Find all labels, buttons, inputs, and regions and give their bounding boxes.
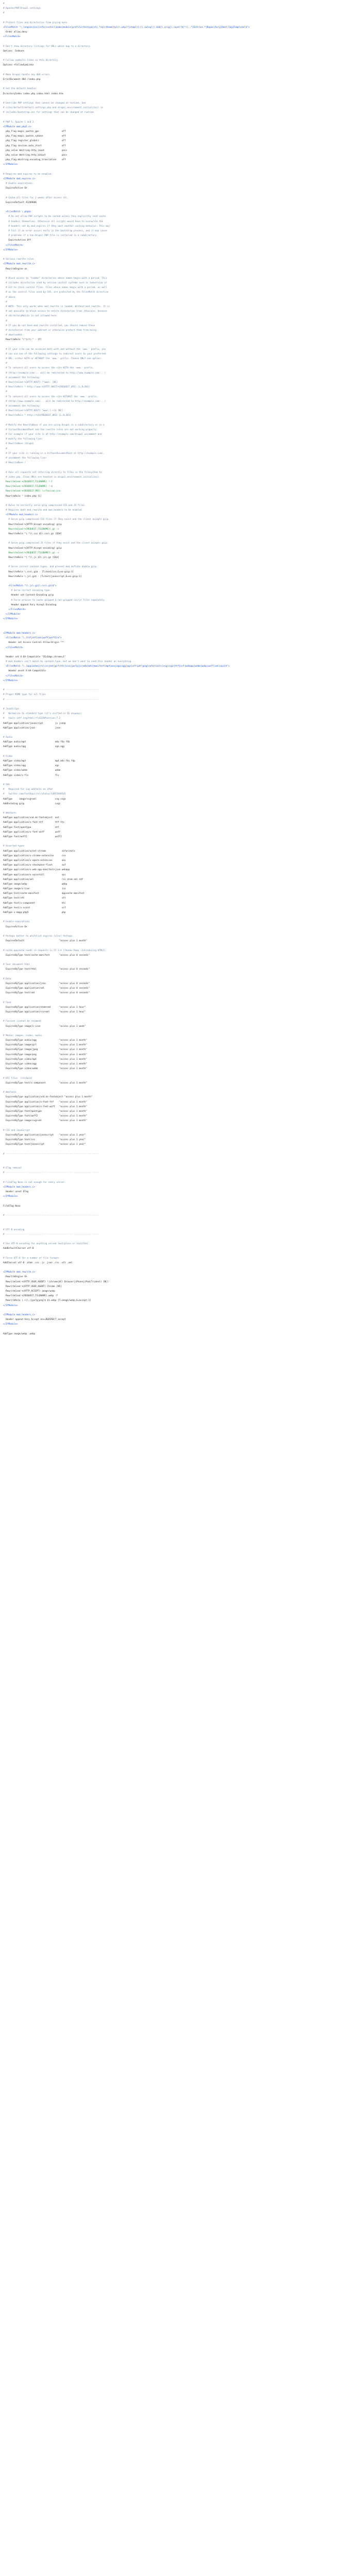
comment-line: # HTC files (css3pie) [3,1077,32,1080]
directive-line: ExpiresByType image/png "access plus 1 month" [3,1053,87,1056]
tag-line: </FilesMatch> [3,608,26,611]
tag-line: <FilesMatch "\.(engine|inc|info|install|make|module|profile|test|po|sh|.*sql|theme|tpl(\.php)?|xtmpl)(~|\.sw[op]|\.bak|\.orig|\.save)?$|^(\..*|Entries.*|Repository|Root|Tag|Template)$"> [3,26,250,29]
tag-line: <IfModule mod_headers.c> [3,632,36,635]
blank-line [3,702,339,707]
comment-line: # directories from your webroot or otherwise protect them from being [3,329,97,332]
directive-line: ExpiresDefault A1209600 [3,201,37,204]
blank-line [3,205,339,210]
blank-line [3,96,339,101]
tag-line: </FilesMatch> [3,674,23,677]
tag-line: </IfModule> [3,248,18,251]
comment-line: # Modify the RewriteBase if you are using Drupal in a subdirectory or in a [3,423,105,427]
comment-line: # headers themselves. Otherwise all scripts would have to overwrite the [3,220,104,223]
directive-line: AddType text/vtt vtt [3,897,66,900]
directive-line: ExpiresByType application/xml "access plus 0 seconds" [3,987,90,990]
directive-line: ExpiresByType image/svg+xml "access plus 1 month" [3,1120,87,1123]
blank-line [3,1218,339,1223]
comment-line: # Data [3,977,11,980]
directive-line: ExpiresByType text/xml "access plus 0 seconds" [3,992,90,995]
blank-line [3,499,339,503]
directive-line: AddType text/cache-manifest appcache manifest [3,892,84,895]
blank-line [3,1071,339,1076]
comment-line: # [3,319,7,323]
tag-line: </IfModule> [3,1304,18,1307]
directive-line: ExpiresActive On [3,925,27,928]
comment-line: # ---------------------------------------------------------------------- [3,1172,99,1175]
directive-line: RewriteCond %{REQUEST_URI} !=/favicon.ico [3,490,61,493]
comment-line: # mod_headers can't match by content-type, but we don't want to send this header on everything... [3,660,135,664]
directive-line: RewriteCond %{REQUEST_FILENAME}.webp -f [3,1295,58,1298]
blank-line [3,943,339,948]
directive-line: AddType image/webp webp [3,883,67,886]
comment-line: # RewriteBase /drupal [3,443,34,446]
comment-line: # Favicon (cannot be renamed) [3,1020,42,1023]
comment-line: # RewriteRule ^ http://%1%{REQUEST_URI} [L,R=301] [3,414,71,417]
comment-line: # For example if your site is at http://example.com/drupal uncomment and [3,433,102,436]
comment-line: # problems if a non-Drupal PHP file is installed in a subdirectory. [3,234,98,238]
tag-line: </IfModule> [3,163,18,166]
comment-line: # PHP 5, Apache 1 and 2. [3,121,36,124]
directive-line: ExpiresByType font/woff2 "access plus 1 month" [3,1115,87,1118]
comment-line: # index.php. Clean URLs are handled in drupal_environment_initialize(). [3,476,100,479]
directive-line: ExpiresByType image/gif "access plus 1 month" [3,1044,87,1047]
comment-line: # Feed [3,1001,11,1004]
comment-line: # Media: images, video, audio [3,1034,42,1037]
tag-line: <FilesMatch "\.(appcache|crx|css|eot|gif|htc|ico|jpe?g|js|m4a|m4v|manifest|mp4|oex|oga|ogg|ogv|otf|pdf|png|safariextz|svg|svgz|ttf|vcf|webapp|webm|webp|woff|xml|xpi)$"> [3,665,230,668]
blank-line [3,1176,339,1180]
comment-line: # above. [3,296,16,299]
comment-line: # Enable expirations [3,921,30,924]
tag-line: </IfModule> [3,618,18,621]
tag-line: <IfModule mod_headers.c> [3,1185,36,1189]
directive-line: RewriteCond %{HTTP_USER_AGENT} Chrome [NC] [3,1285,62,1288]
directive-line: AddType application/javascript js jsonp [3,722,66,725]
directive-line: ExpiresByType text/css "access plus 1 year" [3,1139,86,1141]
directive-line: AddType application/x-chrome-extension crx [3,854,66,857]
directive-line: AddType video/x-flv flv [3,774,59,777]
comment-line: # [3,300,7,303]
comment-line: # To redirect all users to access the site WITHOUT the 'www.' prefix, [3,395,98,398]
directive-line: ExpiresByType text/cache-manifest "access plus 0 seconds" [3,954,90,957]
blank-line [3,972,339,976]
comment-line: # Your document html [3,963,30,967]
directive-line: AddType audio/mp4 m4a f4a f4b [3,741,70,744]
tag-line: </IfModule> [3,1195,18,1198]
comment-line: # (http://www.example.com/... will be redirected to http://example.com/...) [3,400,106,403]
blank-line [3,465,339,470]
directive-line: ExpiresByType application/javascript "access plus 1 year" [3,1133,86,1137]
blank-line [3,343,339,347]
directive-line: ExpiresByType application/x-font-woff "access plus 1 month" [3,1105,87,1108]
directive-line: RewriteCond %{HTTP:Accept-encoding} gzip [3,547,62,550]
comment-line: # Git to store control files. Files whose names begin with a period, as well [3,286,107,290]
comment-line: # not possible to block access to entire directories from .htaccess, because [3,310,107,313]
directive-line: ExpiresByType text/html "access plus 0 seconds" [3,968,90,971]
directive-line: RewriteRule (.+)\.(jpe?g|png)$ $1.webp [T=image/webp,E=accept:1] [3,1299,91,1302]
directive-line: RewriteRule \.css\.gz$ - [T=text/css,E=no-gzip:1] [3,570,74,573]
comment-line: # Don't show directory listings for URLs which map to a directory. [3,45,91,48]
comment-line: # If your site can be accessed both with and without the 'www.' prefix, you [3,348,106,351]
blank-line [3,1237,339,1242]
directive-line: RewriteRule ^ index.php [L] [3,495,42,498]
comment-line: # Serve correct content types, and prevent mod_deflate double gzip. [3,566,98,569]
blank-line [3,1014,339,1019]
comment-line: # RewriteCond %{HTTP_HOST} ^www\.(.+)$ [NC] [3,410,63,413]
comment-line: # fail if an error occurs early in the bootstrap process, and it may cause [3,230,107,232]
comment-line: # JavaScript [3,707,20,710]
directive-line: ExpiresByType application/x-font-ttf "access plus 1 month" [3,1100,87,1104]
directive-line: AddType video/mp4 mp4 m4v f4v f4p [3,760,75,762]
comment-line: # includes directories used by version control systems such as Subversion or [3,282,107,285]
directive-line: AddType application/x-font-woff woff [3,831,61,834]
comment-line: # (http://example.com/... will be redirected to http://www.example.com/...) [3,371,106,375]
comment-line: # Pass all requests not referring directly to files in the filesystem to [3,471,102,474]
comment-line: # Follow symbolic links in this directory. [3,59,59,62]
directive-line: ExpiresDefault "access plus 1 month" [3,940,87,943]
blank-line [3,1223,339,1227]
comment-line: # Apache/PHP/Drupal settings: [3,7,42,10]
directive-line: Header append Vary Accept-Encoding [3,603,57,606]
comment-line: # Serve correct encoding type. [3,589,52,592]
directive-line: AddType application/x-font-ttf ttf ttc [3,821,64,824]
directive-line: php_value mbstring.http_output pass [3,154,67,157]
directive-line: AddType application/xml rss atom xml rdf [3,878,83,881]
directive-line: ExpiresByType image/x-icon "access plus 1 week" [3,1025,86,1028]
blank-line [3,622,339,626]
comment-line: # Requires mod_expires to be enabled. [3,173,53,176]
blank-line [3,1209,339,1213]
directive-line: Header set Access-Control-Allow-Origin "*" [3,641,64,645]
tag-line: </FilesMatch> [3,244,23,247]
comment-line: # [3,3,5,5]
directive-line: ExpiresByType application/atom+xml "access plus 1 hour" [3,1006,86,1009]
directive-line: ExpiresByType video/ogg "access plus 1 month" [3,1063,87,1065]
tag-line: <FilesMatch "(\.js\.gz|\.css\.gz)$"> [3,585,57,588]
directive-line: Header set Content-Encoding gzip [3,594,54,597]
directive-line: AddType image/x-icon ico [3,888,66,891]
blank-line [3,1086,339,1090]
comment-line: # Video [3,755,13,758]
comment-line: # can use one of the following settings to redirect users to your preferred [3,352,106,355]
directive-line: php_flag magic_quotes_gpc off [3,130,66,133]
comment-line: # ETag removal [3,1167,22,1170]
directive-line: AddType text/x-vcard vcf [3,906,66,909]
comment-line: # ---------------------------------------------------------------------- [3,1214,99,1217]
comment-line: # twitter.com/FontSquirrel/status/14855840545 [3,793,66,796]
comment-line: # tools.ietf.org/html/rfc4329#section-7.2 [3,717,61,720]
comment-line: # as the control files used by CVS, are protected by the FilesMatch directive [3,291,109,294]
directive-line: Header append Vary Accept env=REDIRECT_accept [3,1318,66,1321]
directive-line: ErrorDocument 404 /index.php [3,78,41,81]
comment-line: # Serve gzip compressed JS files if they exist and the client accepts gzip. [3,542,109,545]
blank-line [3,915,339,920]
blank-line [3,1199,339,1204]
directive-line: ExpiresByType application/json "access plus 0 seconds" [3,982,90,985]
directive-line: RewriteCond %{REQUEST_FILENAME} !-d [3,485,53,488]
directive-line: ExpiresByType application/vnd.ms-fontobject "access plus 1 month" [3,1096,93,1099]
comment-line: # Cache all files for 2 weeks after access (A). [3,196,69,199]
comment-line: # ---------------------------------------------------------------------- [3,1153,99,1156]
comment-line: # UTF-8 encoding [3,1228,25,1231]
directive-line: AddType application/x-web-app-manifest+json webapp [3,869,70,872]
tag-line: <IfModule mod_rewrite.c> [3,263,36,266]
comment-line: # Serve gzip compressed CSS files if they exist and the client accepts gzip. [3,518,110,521]
comment-line: # Perhaps better to whitelist expires rules? Perhaps. [3,935,74,938]
directive-line: AddType application/json json [3,726,61,730]
directive-line: RewriteRule ^(.*)\.js $1\.js\.gz [QSA] [3,556,59,559]
comment-line: # [3,12,5,15]
comment-line: # uncomment the following: [3,404,41,408]
directive-line: php_flag mbstring.encoding_translation off [3,159,66,162]
comment-line: # RewriteBase / [3,462,26,465]
comment-line: # URL, either WITH or WITHOUT the 'www.' prefix. Choose ONLY one option: [3,358,102,361]
directive-line: AddType image/svg+xml svg svgz [3,798,66,801]
comment-line: # CSS and JavaScript [3,1129,30,1132]
blank-line [3,1157,339,1161]
comment-line: # Do not allow PHP scripts to be cached unless they explicitly send cache [3,215,106,218]
directive-line: ExpiresByType font/opentype "access plus 1 month" [3,1110,87,1113]
comment-line: # FileETag None is not enough for every server. [3,1181,66,1184]
blank-line [3,839,339,844]
directive-line: RewriteCond %{HTTP_ACCEPT} image/webp [3,1290,55,1293]
comment-line: # Force UTF-8 for a number of file formats [3,1257,59,1260]
comment-line: # NOTE: This only works when mod_rewrite is loaded. Without mod_rewrite, it is [3,306,110,308]
blank-line [3,115,339,120]
comment-line: # cache.appcache needs re-requests in FF 3.6 (thanks Remy ~Introducing HTML5) [3,949,106,952]
directive-line: ExpiresByType application/rss+xml "access plus 1 hour" [3,1010,86,1013]
directive-line: RewriteRule \.js\.gz$ - [T=text/javascript,E=no-gzip:1] [3,575,82,578]
directive-line: RewriteCond %{HTTP_USER_AGENT} !(chrome|UC\ Browser|iPhone|iPad|Trident) [NC] [3,1280,109,1283]
directive-line: ExpiresByType text/javascript "access plus 1 year" [3,1143,86,1146]
comment-line: # VirtualDocumentRoot and the rewrite rules are not working properly. [3,428,98,431]
blank-line [3,750,339,754]
comment-line: # ---------------------------------------------------------------------- [3,689,99,692]
directive-line: ExpiresByType audio/ogg "access plus 1 month" [3,1039,87,1042]
blank-line [3,1265,339,1270]
blank-line [3,536,339,541]
blank-line [3,1327,339,1332]
blank-line [3,167,339,172]
directive-line: AddType font/woff2 woff2 [3,836,62,838]
directive-line: Options +FollowSymLinks [3,64,34,67]
directive-line: RewriteCond %{REQUEST_FILENAME}\.gz -s [3,528,59,531]
comment-line: # To redirect all users to access the site WITH the 'www.' prefix, [3,367,94,370]
tag-line: </IfModule> [3,613,21,616]
blank-line [3,82,339,87]
comment-line: # [3,362,7,365]
comment-line: # headers set by mod_expires if they want another caching behavior. This may [3,225,110,228]
directive-line: RewriteCond %{REQUEST_FILENAME}\.gz -s [3,551,59,554]
blank-line [3,995,339,1000]
directive-line: RewriteCond %{REQUEST_FILENAME} !-f [3,480,53,483]
directive-line: ExpiresActive On [3,187,27,190]
blank-line [3,778,339,783]
comment-line: # [3,447,7,450]
blank-line [3,579,339,584]
directive-line: AddType application/x-shockwave-flash swf [3,864,66,867]
directive-line: ExpiresActive Off [3,239,31,242]
comment-line: # uncomment the following line: [3,457,47,460]
blank-line [3,958,339,962]
directive-line: AddType application/vnd.ms-fontobject eot [3,817,59,820]
blank-line [3,1147,339,1151]
directive-line: php_flag register_globals off [3,140,66,143]
tag-line: </FilesMatch> [3,646,23,649]
blank-line [3,54,339,58]
tag-line: </IfModule> [3,679,18,682]
tag-line: <IfModule mod_rewrite.c> [3,1271,36,1274]
comment-line: # Force proxies to cache gzipped & non-gzipped css/js files separately. [3,599,106,602]
directive-line: AddType x-mapp-php5 php [3,911,66,914]
directive-line: Options -Indexes [3,49,25,53]
blank-line [3,1251,339,1256]
directive-line: AddType font/opentype otf [3,826,59,829]
blank-line [3,252,339,257]
comment-line: # Protect files and directories from prying eyes. [3,21,69,24]
directive-line: RewriteRule ^(.*)\.css $1\.css\.gz [QSA] [3,533,62,535]
blank-line [3,68,339,73]
comment-line: # Assorted types [3,845,25,848]
directive-line: AddType application/x-opera-extension oex [3,859,66,862]
blank-line [3,1308,339,1313]
comment-line: # Make Drupal handle any 404 errors. [3,73,52,76]
blank-line [3,1123,339,1128]
directive-line: Header unset ETag [3,1191,29,1194]
directive-line: ExpiresByType video/webm "access plus 1 month" [3,1067,87,1071]
directive-line: DirectoryIndex index.php index.html index.htm [3,92,63,95]
comment-line: # If you do not have mod_rewrite installed, you should remove these [3,324,95,327]
blank-line [3,16,339,21]
directive-line: AddType audio/ogg oga ogg [3,745,64,749]
blank-line [3,272,339,276]
comment-line: # ---------------------------------------------------------------------- [3,1233,99,1236]
comment-line: # Enable expirations. [3,182,34,185]
comment-line: # modify the following line: [3,438,43,441]
comment-line: # Rules to correctly serve gzip compressed CSS and JS files. [3,504,86,507]
directive-line: Header unset X-UA-Compatible [3,670,46,673]
directive-line: AddType application/x-xpinstall xpi [3,873,66,876]
comment-line: # Override PHP settings that cannot be changed at runtime. See [3,101,86,105]
directive-line: RewriteEngine on [3,267,27,270]
blank-line [3,40,339,44]
directive-line: AddDefaultCharset utf-8 [3,1247,34,1250]
directive-line: ExpiresByType text/x-component "access plus 1 month" [3,1081,87,1084]
comment-line: # Set the default handler. [3,88,38,91]
comment-line: # Proper MIME type for all files [3,693,46,697]
tag-line: <FilesMatch "\.(ttf|otf|eot|woff|woff2)$"> [3,637,62,640]
tag-line: </FilesMatch> [3,36,21,39]
comment-line: # Block access to "hidden" directories whose names begin with a period. This [3,277,107,280]
tag-line: <IfModule mod_php5.c> [3,125,31,128]
comment-line: # Requires both mod_rewrite and mod_headers to be enabled. [3,509,83,512]
directive-line: AddType text/x-component htc [3,902,66,905]
directive-line: php_flag session.auto_start off [3,144,66,147]
blank-line [3,418,339,423]
comment-line: # Audio [3,736,13,739]
directive-line: AddType image/webp .webp [3,1332,36,1335]
comment-line: # Webfonts [3,812,16,815]
comment-line: # Normalize to standard type (it's sniffed in IE anyways) [3,713,82,716]
comment-line: # sites/default/default.settings.php and drupal_environment_initialize() in [3,107,104,110]
directive-line: Header set X-UA-Compatible "IE=Edge,chrome=1" [3,655,66,658]
directive-line: AddType application/octet-stream safariextz [3,850,75,853]
directive-line: AddCharset utf-8 .atom .css .js .json .rss .vtt .xml [3,1261,73,1264]
blank-line [3,650,339,655]
tag-line: <IfModule mod_headers.c> [3,514,38,517]
directive-line: RewriteRule "(^|/)\." - [F] [3,338,42,342]
comment-line: # [3,391,7,394]
comment-line: # Various rewrite rules. [3,258,36,261]
tag-line: <IfModule mod_expires.c> [3,177,36,180]
blank-line [3,1029,339,1033]
directive-line: php_value mbstring.http_input pass [3,149,67,152]
comment-line: # SVG [3,783,10,786]
blank-line [3,731,339,735]
tag-line: <IfModule mod_headers.c> [3,1313,36,1316]
directive-line: RewriteEngine On [3,1276,27,1279]
blank-line [3,683,339,688]
comment-line: # RewriteRule ^ http://www.%{HTTP_HOST}%{REQUEST_URI} [L,R=301] [3,386,90,389]
directive-line: Order allow,deny [3,31,27,34]
directive-line: RewriteCond %{HTTP:Accept-encoding} gzip [3,523,62,526]
comment-line: # RewriteCond %{HTTP_HOST} !^www\. [NC] [3,381,58,384]
comment-line: # ---------------------------------------------------------------------- [3,698,99,701]
directive-line: ExpiresByType image/jpeg "access plus 1 month" [3,1048,87,1052]
comment-line: # Use UTF-8 encoding for anything served text/plain or text/html [3,1243,89,1246]
comment-line: # Webfonts [3,1091,16,1094]
comment-line: # uncomment the following: [3,376,41,379]
tag-line: </IfModule> [3,1323,18,1326]
directive-line: ExpiresByType video/mp4 "access plus 1 month" [3,1058,87,1061]
comment-line: # includes/bootstrap.inc for settings that can be changed at runtime. [3,111,95,114]
comment-line: # If your site is running in a VirtualDocumentRoot at http://example.com/, [3,452,105,455]
blank-line [3,929,339,934]
directive-line: FileETag None [3,1205,21,1208]
blank-line [3,560,339,565]
blank-line [3,806,339,811]
blank-line [3,191,339,196]
blank-line [3,626,339,631]
comment-line: # Required for svg webfonts on iPad [3,788,53,791]
directive-line: AddEncoding gzip svgz [3,802,61,805]
comment-line: # <DirectoryMatch> is not allowed here. [3,315,58,318]
directive-line: AddType video/webm webm [3,769,61,772]
blank-line [3,1161,339,1166]
directive-line: php_flag magic_quotes_sybase off [3,135,66,138]
comment-line: # downloaded. [3,334,23,337]
directive-line: AddType video/ogg ogv [3,765,59,768]
tag-line: <FilesMatch \.php$> [3,211,31,214]
